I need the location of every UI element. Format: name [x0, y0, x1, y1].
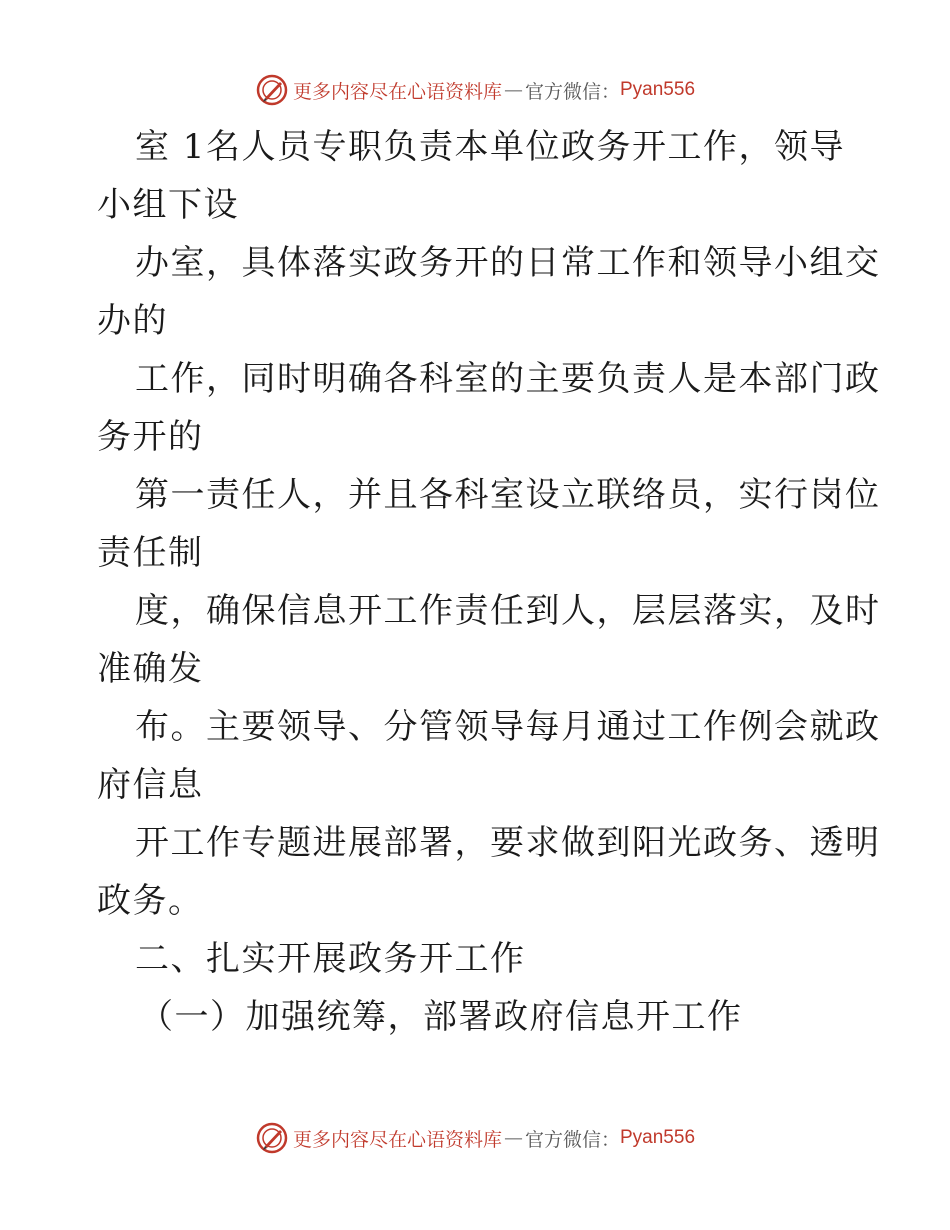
paragraph-line: 工作，同时明确各科室的主要负责人是本部门政	[135, 359, 881, 399]
document-body	[97, 118, 881, 1046]
header-watermark	[0, 70, 950, 110]
paragraph-line: 府信息	[97, 765, 204, 805]
paragraph-line: 小组下设	[97, 185, 239, 225]
paragraph-line: 政务。	[97, 881, 204, 921]
watermark-text: 更多内容尽在心语资料库	[292, 80, 502, 103]
watermark-label: 官方微信：	[524, 1128, 620, 1151]
pen-logo-icon	[255, 73, 289, 107]
footer-watermark	[0, 1118, 950, 1158]
paragraph-line: 布。主要领导、分管领导每月通过工作例会就政	[135, 707, 881, 747]
watermark-dash: —	[503, 1127, 523, 1149]
watermark-id: Pyan556	[620, 79, 696, 100]
paragraph-line: 责任制	[97, 533, 204, 573]
pen-logo-icon	[255, 1121, 289, 1155]
paragraph-line: 室 1名人员专职负责本单位政务开工作，领导	[135, 127, 845, 167]
paragraph-line: 办室，具体落实政务开的日常工作和领导小组交	[135, 243, 881, 283]
paragraph-line: 开工作专题进展部署，要求做到阳光政务、透明	[135, 823, 881, 863]
paragraph-line: 度，确保信息开工作责任到人，层层落实，及时	[135, 591, 881, 631]
paragraph-line: 准确发	[97, 649, 204, 689]
section-heading: 二、扎实开展政务开工作	[135, 939, 526, 979]
watermark-label: 官方微信：	[524, 80, 620, 103]
watermark-dash: —	[503, 79, 523, 101]
subsection-heading: （一）加强统筹，部署政府信息开工作	[139, 997, 743, 1037]
paragraph-line: 第一责任人，并且各科室设立联络员，实行岗位	[135, 475, 881, 515]
paragraph-line: 务开的	[97, 417, 204, 457]
watermark-id: Pyan556	[620, 1127, 696, 1148]
paragraph-line: 办的	[97, 301, 168, 341]
watermark-text: 更多内容尽在心语资料库	[292, 1128, 502, 1151]
